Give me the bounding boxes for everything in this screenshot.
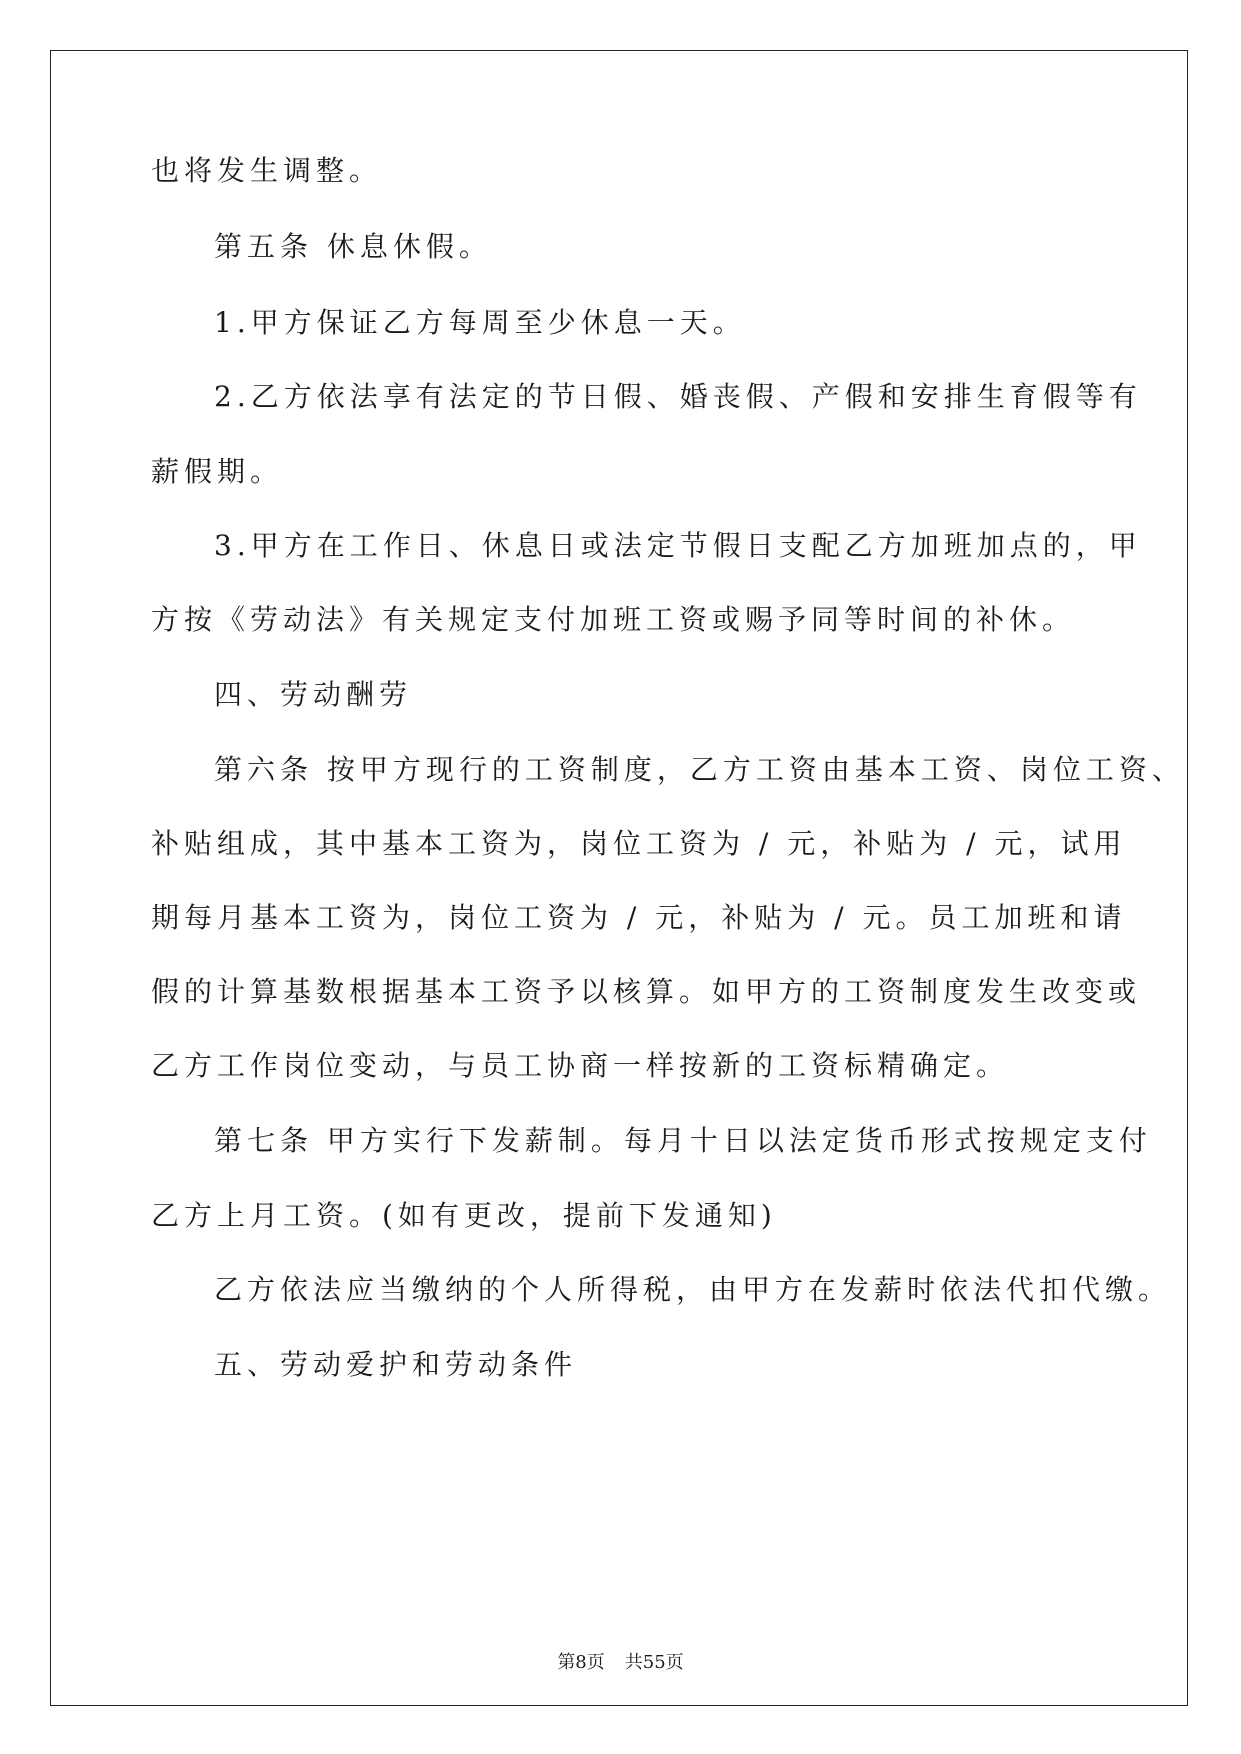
section-heading: 五、劳动爱护和劳动条件 — [214, 1348, 578, 1381]
text-line: 期每月基本工资为，岗位工资为 / 元，补贴为 / 元。员工加班和请 — [151, 901, 1127, 934]
text-line: 3.甲方在工作日、休息日或法定节假日支配乙方加班加点的，甲 — [214, 529, 1142, 562]
text-line: 补贴组成，其中基本工资为，岗位工资为 / 元，补贴为 / 元，试用 — [151, 827, 1127, 860]
text-line: 乙方上月工资。(如有更改，提前下发通知) — [151, 1199, 777, 1232]
text-line: 薪假期。 — [151, 455, 284, 488]
text-line: 也将发生调整。 — [151, 154, 383, 187]
article-heading: 第五条 休息休假。 — [214, 230, 492, 263]
text-line: 乙方依法应当缴纳的个人所得税，由甲方在发薪时依法代扣代缴。 — [214, 1273, 1172, 1306]
text-line: 2.乙方依法享有法定的节日假、婚丧假、产假和安排生育假等有 — [214, 380, 1142, 413]
section-heading: 四、劳动酬劳 — [214, 678, 413, 711]
text-line: 乙方工作岗位变动，与员工协商一样按新的工资标精确定。 — [151, 1049, 1010, 1082]
article-heading: 第七条 甲方实行下发薪制。每月十日以法定货币形式按规定支付 — [214, 1124, 1152, 1157]
text-line: 方按《劳动法》有关规定支付加班工资或赐予同等时间的补休。 — [151, 603, 1076, 636]
total-pages: 共55页 — [624, 1652, 684, 1673]
text-line: 1.甲方保证乙方每周至少休息一天。 — [214, 306, 746, 339]
article-heading: 第六条 按甲方现行的工资制度，乙方工资由基本工资、岗位工资、 — [214, 753, 1185, 786]
page-border — [50, 50, 1188, 1706]
text-line: 假的计算基数根据基本工资予以核算。如甲方的工资制度发生改变或 — [151, 975, 1142, 1008]
page-number: 第8页 — [557, 1652, 605, 1673]
page-footer — [0, 1651, 1241, 1675]
